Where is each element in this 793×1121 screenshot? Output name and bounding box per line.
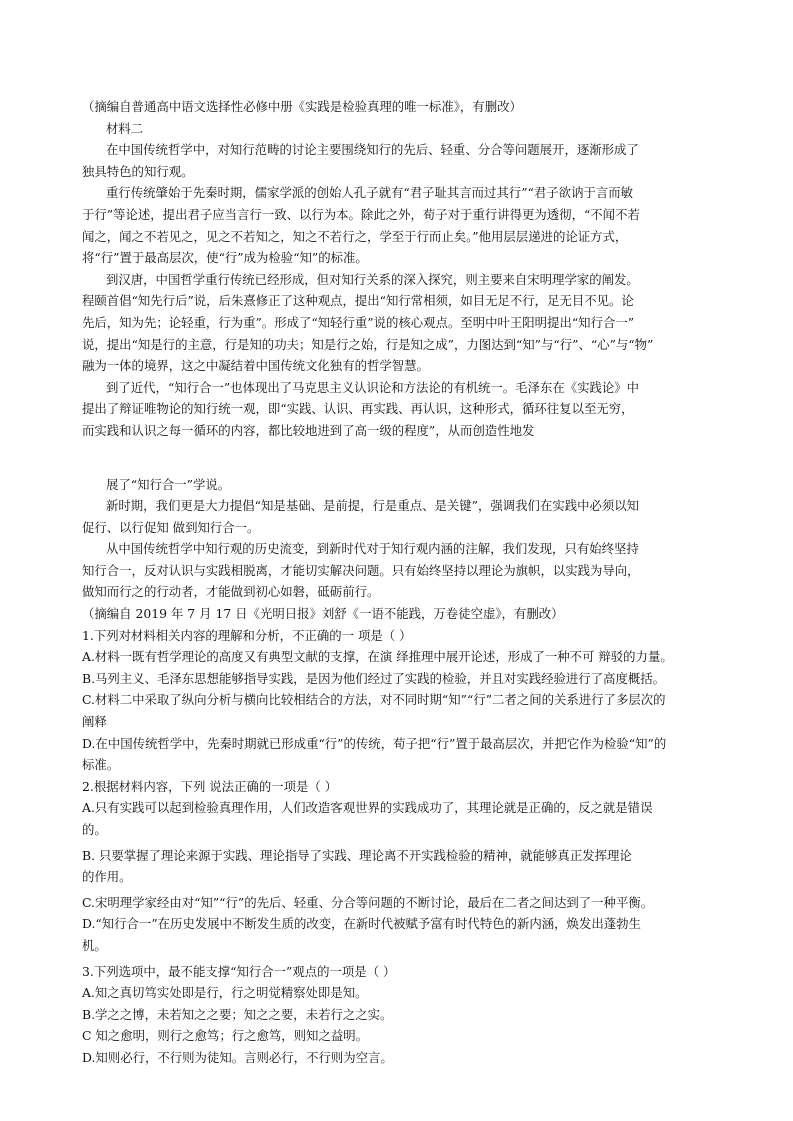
material-2-paragraph-3 (82, 269, 714, 377)
question-stem: 1.下列对材料相关内容的理解和分析，不正确的一 项是（ ） (82, 627, 412, 643)
document-page (82, 96, 714, 1069)
paragraph-line: 展了“知行合一”学说。 (106, 476, 231, 492)
paragraph-line: 而实践和认识之每一循环的内容，都比较地进到了高一级的程度”，从而创造性地发 (82, 422, 535, 438)
option-d: D.在中国传统哲学中，先秦时期就已形成重“行”的传统，荀子把“行”置于最高层次，并把它作为检验“知”的 (82, 735, 667, 751)
material-2-paragraph-1 (82, 139, 714, 182)
option-b: B.马列主义、毛泽东思想能够指导实践，是因为他们经过了实践的检验，并且对实践经验进行了高度概括。 (82, 670, 666, 686)
paragraph-line: 融为一体的境界，这之中凝结着中国传统文化独有的哲学智慧。 (82, 358, 429, 374)
option-c-cont: 阐释 (82, 714, 107, 730)
option-b-cont: 的作用。 (82, 869, 132, 885)
paragraph-line: 闻之，闻之不若见之，见之不若知之，知之不若行之，学至于行而止矣。”他用层层递进的论证方式， (82, 228, 628, 244)
paragraph-line: 在中国传统哲学中，对知行范畴的讨论主要围绕知行的先后、轻重、分合等问题展开，逐渐形成了 (106, 142, 639, 158)
paragraph-line: 知行合一，反对认识与实践相脱离，才能切实解决问题。只有始终坚持以理论为旗帜，以实践为导向， (82, 562, 640, 578)
paragraph-line: 提出了辩证唯物论的知行统一观，即“实践、认识、再实践、再认识，这种形式，循环往复以至无穷， (82, 401, 634, 417)
paragraph-line: 新时期，我们更是大力提倡“知是基础、是前提，行是重点、是关键”，强调我们在实践中必须以知 (106, 498, 640, 514)
option-d: D.“知行合一”在历史发展中不断发生质的改变，在新时代被赋予富有时代特色的新内涵，焕发出蓬勃生 (82, 916, 641, 932)
material-2-paragraph-2 (82, 182, 714, 268)
paragraph-line: 将“行”置于最高层次，使“行”成为检验“知”的标准。 (82, 250, 368, 266)
source-citation-2: （摘编自 2019 年 7 月 17 日《光明日报》刘舒《一语不能践，万卷徒空虚》，有删改） (82, 606, 564, 622)
question-stem: 3.下列选项中，最不能支撑“知行合一”观点的一项是（ ） (82, 963, 396, 979)
paragraph-line: 独具特色的知行观。 (82, 163, 194, 179)
question-3 (82, 961, 714, 1069)
paragraph-line: 于行”等论述，提出君子应当言行一致、以行为本。除此之外，荀子对于重行讲得更为透彻，“不闻不若 (82, 206, 640, 222)
paragraph-line: 程颐首倡“知先行后”说，后朱熹修正了这种观点，提出“知行常相须，如目无足不行，足无目不见。论 (82, 293, 634, 309)
paragraph-line: 先后，知为先；论轻重，行为重”。形成了“知轻行重”说的核心观点。至明中叶王阳明提出“知行合一” (82, 314, 635, 330)
question-2 (82, 776, 714, 957)
option-c: C.宋明理学家经由对“知”“行”的先后、轻重、分合等问题的不断讨论，最后在二者之间达到了一种平衡。 (82, 894, 654, 910)
option-c: C.材料二中采取了纵向分析与横向比较相结合的方法，对不同时期“知”“行”二者之间的关系进行了多层次的 (82, 692, 666, 708)
option-a-cont: 的。 (82, 822, 107, 837)
option-d: D.知则必行，不行则为徒知。言则必行，不行则为空言。 (82, 1049, 393, 1065)
option-b: B.学之之博，未若知之之要；知之之要，未若行之之实。 (82, 1006, 393, 1022)
option-d-cont: 标准。 (82, 757, 120, 773)
paragraph-line: 重行传统肇始于先秦时期，儒家学派的创始人孔子就有“君子耻其言而过其行”“君子欲讷于言而敏 (106, 185, 634, 201)
question-stem: 2.根据材料内容，下列 说法正确的一项是（ ） (82, 778, 338, 794)
source-citation-1: （摘编自普通高中语文选择性必修中册《实践是检验真理的唯一标准》，有删改） (82, 99, 522, 114)
paragraph-line: 促行、以行促知 做到知行合一。 (82, 519, 260, 535)
option-a: A.材料一既有哲学理论的高度又有典型文献的支撑，在演 绎推理中展开论述，形成了一种不可 辩驳的力量。 (82, 649, 673, 665)
paragraph-line: 做知而行之的行动者，才能做到初心如磐，砥砺前行。 (82, 584, 380, 600)
material-2-continuation (82, 474, 714, 496)
section-heading-material-2: 材料二 (106, 120, 144, 136)
material-2-paragraph-6 (82, 538, 714, 603)
paragraph-line: 从中国传统哲学中知行观的历史流变，到新时代对于知行观内涵的注解，我们发现，只有始终坚持 (106, 541, 639, 557)
material-2-paragraph-4 (82, 377, 714, 442)
option-c: C 知之愈明，则行之愈笃；行之愈笃，则知之益明。 (82, 1028, 369, 1044)
option-a: A.只有实践可以起到检验真理作用，人们改造客观世界的实践成功了，其理论就是正确的，反之就是错误 (82, 800, 653, 816)
option-a: A.知之真切笃实处即是行，行之明觉精察处即是知。 (82, 985, 368, 1001)
option-d-cont: 机。 (82, 937, 107, 953)
page-gap (82, 442, 714, 474)
paragraph-line: 到汉唐，中国哲学重行传统已经形成，但对知行关系的深入探究，则主要来自宋明理学家的阐发。 (106, 271, 639, 287)
option-b: B. 只要掌握了理论来源于实践、理论指导了实践、理论离不开实践检验的精神，就能够真正发挥理论 (82, 847, 632, 863)
paragraph-line: 到了近代，“知行合一”也体现出了马克思主义认识论和方法论的有机统一。毛泽东在《实践论》中 (106, 379, 640, 395)
material-2-paragraph-5 (82, 495, 714, 538)
question-1 (82, 625, 714, 776)
paragraph-line: 说，提出“知是行的主意，行是知的功夫；知是行之始，行是知之成”，力图达到“知”与“行”、“心”与“物” (82, 336, 654, 352)
